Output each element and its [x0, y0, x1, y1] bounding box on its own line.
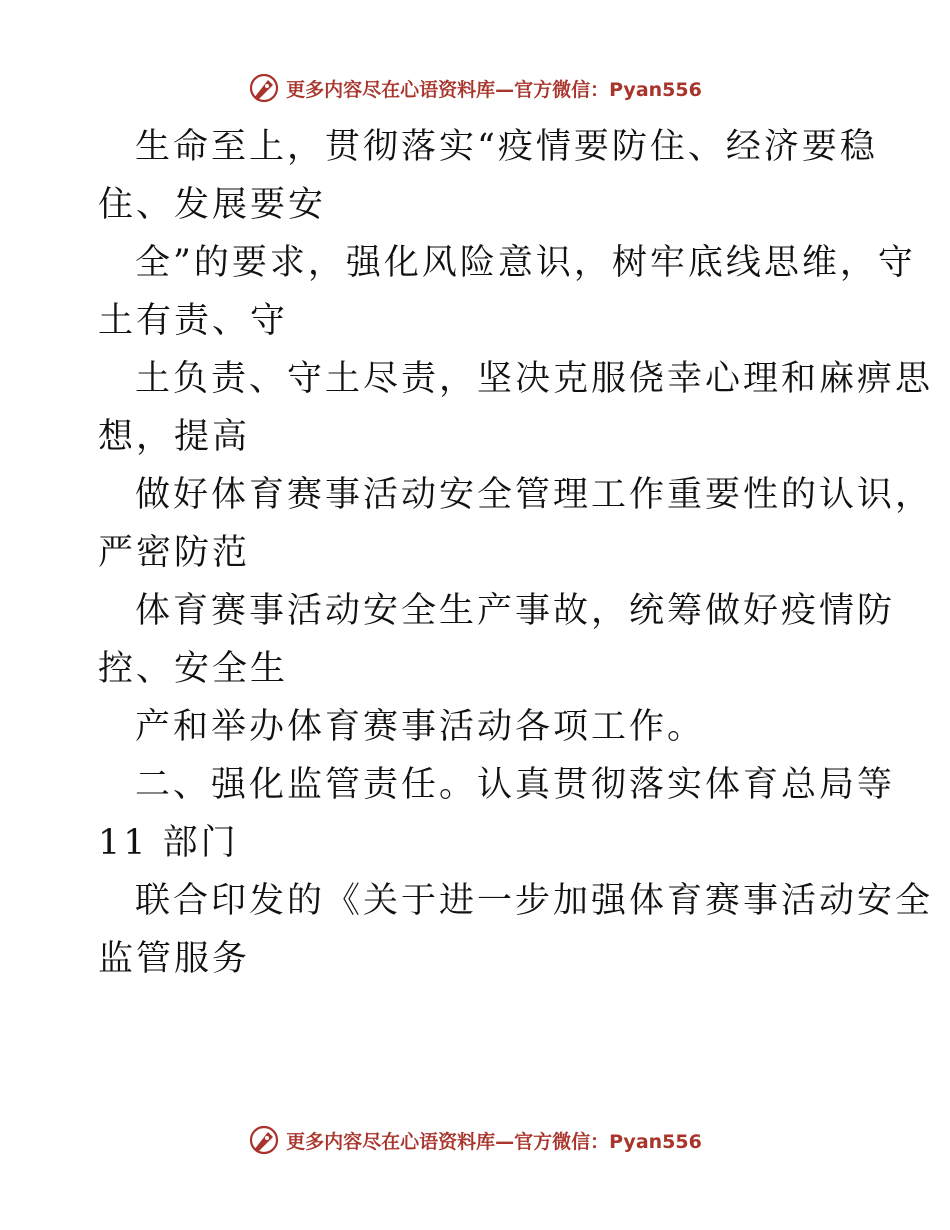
text-line: 联合印发的《关于进一步加强体育赛事活动安全 — [135, 881, 934, 921]
page-footer-watermark — [0, 1124, 950, 1156]
text-line: 产和举办体育赛事活动各项工作。 — [135, 707, 706, 747]
text-line: 生命至上，贯彻落实“疫情要防住、经济要稳 — [135, 127, 878, 167]
text-line: 土有责、守 — [98, 301, 289, 341]
text-line: 严密防范 — [98, 533, 251, 573]
text-line: 11 部门 — [98, 823, 239, 863]
text-line: 监管服务 — [98, 939, 251, 979]
text-line: 全”的要求，强化风险意识，树牢底线思维，守 — [135, 243, 916, 283]
text-line: 想，提高 — [98, 417, 251, 457]
pen-nib-logo-icon — [248, 1124, 280, 1156]
text-line: 土负责、守土尽责，坚决克服侥幸心理和麻痹思 — [135, 359, 934, 399]
header-watermark-text: 更多内容尽在心语资料库—官方微信：Pyan556 — [286, 78, 702, 101]
section-heading-line: 二、强化监管责任。认真贯彻落实体育总局等 — [135, 765, 896, 805]
page-header-watermark — [0, 72, 950, 104]
text-line: 体育赛事活动安全生产事故，统筹做好疫情防 — [135, 591, 896, 631]
text-line: 做好体育赛事活动安全管理工作重要性的认识， — [135, 475, 934, 515]
text-line: 控、安全生 — [98, 649, 289, 689]
footer-watermark-text: 更多内容尽在心语资料库—官方微信：Pyan556 — [286, 1130, 702, 1153]
pen-nib-logo-icon — [248, 72, 280, 104]
document-body — [98, 118, 934, 988]
text-line: 住、发展要安 — [98, 185, 327, 225]
